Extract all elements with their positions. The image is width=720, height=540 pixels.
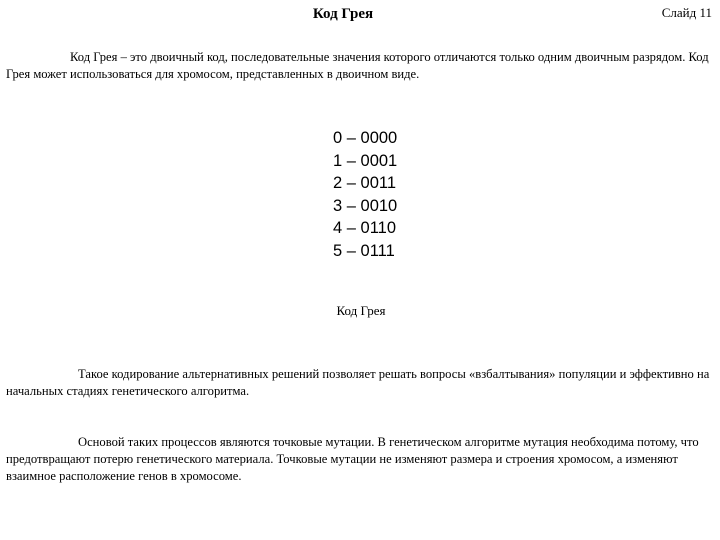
paragraph-two [6, 366, 714, 400]
paragraph-two-text: Такое кодирование альтернативных решений позволяет решать вопросы «взбалтывания» популяции и эффективно на начальных стадиях генетического алгоритма. [6, 367, 710, 398]
gray-code-item: 0 – 0000 [333, 129, 398, 147]
list-caption: Код Грея [336, 303, 386, 318]
intro-text: Код Грея – это двоичный код, последовательные значения которого отличаются только одним двоичным разрядом. Код Грея может использоваться для хромосом, представленных в двоичном виде. [6, 50, 709, 81]
slide-number: Слайд 11 [661, 5, 712, 20]
gray-code-item: 4 – 0110 [333, 219, 397, 237]
paragraph-three-text: Основой таких процессов являются точковые мутации. В генетическом алгоритме мутация необходима потому, что предотвращают потерю генетического материала. Точковые мутации не изменяют размера и строения хромосом, а изменяют взаимное расположение генов в хромосоме. [6, 435, 699, 483]
gray-code-list [333, 127, 397, 262]
intro-paragraph [6, 49, 714, 83]
paragraph-three [6, 434, 714, 485]
gray-code-item: 2 – 0011 [333, 174, 397, 192]
gray-code-item: 1 – 0001 [333, 151, 398, 170]
gray-code-item: 5 – 0111 [333, 241, 395, 260]
gray-code-item: 3 – 0010 [333, 196, 398, 215]
slide-title: Код Грея [312, 6, 374, 22]
